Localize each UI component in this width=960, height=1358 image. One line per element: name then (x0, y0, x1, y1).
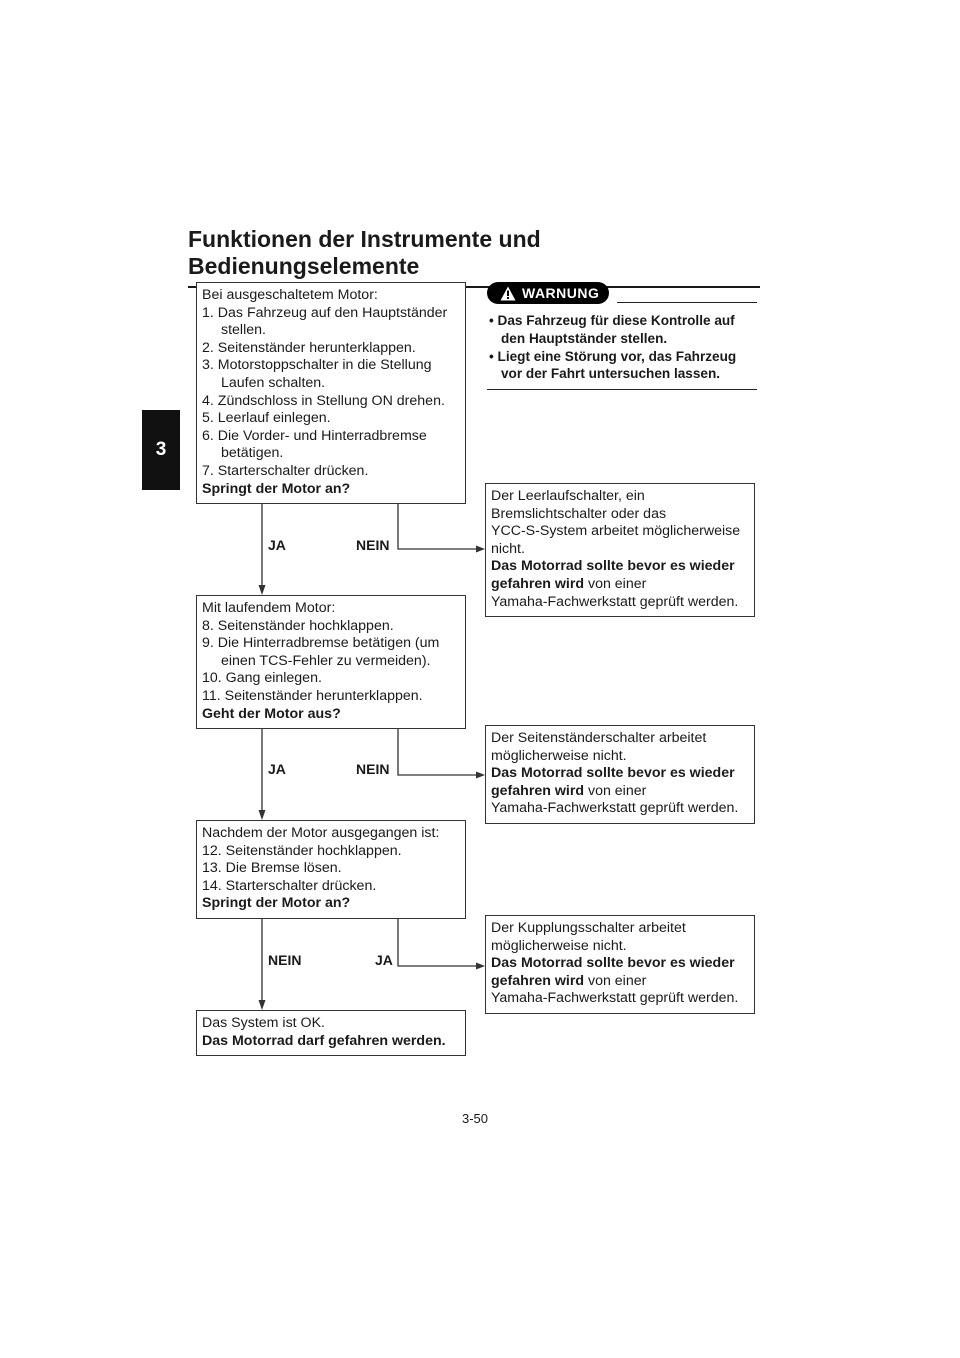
result-text: nicht. (491, 540, 525, 557)
result-bold: gefahren wird (491, 782, 585, 799)
step-text: 9. Die Hinterradbremse betätigen (um (202, 635, 440, 652)
step-text: 14. Starterschalter drücken. (202, 877, 377, 894)
connector-line (398, 729, 478, 775)
connector-line (398, 919, 478, 966)
warning-label: WARNUNG (522, 285, 600, 301)
result-text: Yamaha-Fachwerkstatt geprüft werden. (491, 593, 739, 610)
warning-item: • Liegt eine Störung vor, das Fahrzeug vor der Fahrt untersuchen lassen. (489, 348, 737, 382)
branch-yes-label: JA (268, 761, 286, 777)
step-text: betätigen. (221, 445, 284, 462)
page-number: 3-50 (462, 1111, 489, 1126)
connector-line (398, 504, 478, 549)
step-text: 3. Motorstoppschalter in die Stellung (202, 357, 432, 374)
result-bold: gefahren wird (491, 575, 585, 592)
step-text: 8. Seitenständer hochklappen. (202, 617, 394, 634)
chapter-tab: 3 (142, 410, 180, 490)
result-text: von einer (584, 575, 647, 592)
step-text: Nachdem der Motor ausgegangen ist: (202, 825, 440, 841)
result-bold: gefahren wird (491, 972, 585, 989)
warning-item: • Das Fahrzeug für diese Kontrolle auf den Hauptständer stellen. (489, 313, 735, 346)
arrowhead (259, 1000, 266, 1010)
branch-yes-label: JA (375, 952, 393, 968)
step-text: 12. Seitenständer hochklappen. (202, 842, 402, 859)
arrowhead (476, 963, 485, 970)
step-text: 2. Seitenständer herunterklappen. (202, 339, 416, 356)
page-title: Funktionen der Instrumente und Bedienungselemente (188, 226, 760, 288)
step-text: einen TCS-Fehler zu vermeiden). (221, 652, 431, 669)
step-text: Mit laufendem Motor: (202, 600, 336, 616)
arrowhead (476, 546, 485, 553)
result-text: Yamaha-Fachwerkstatt geprüft werden. (491, 800, 739, 817)
result-text: Der Seitenständerschalter arbeitet (491, 730, 707, 746)
branch-no-label: NEIN (268, 952, 302, 968)
result-bold: Das Motorrad sollte bevor es wieder (491, 765, 735, 782)
result-text: YCC-S-System arbeitet möglicherweise (491, 523, 741, 540)
result-text: von einer (584, 782, 647, 799)
arrowhead (476, 772, 485, 779)
result-text: möglicherweise nicht. (491, 747, 627, 764)
step-text: 5. Leerlauf einlegen. (202, 410, 331, 427)
arrowhead (259, 810, 266, 820)
step-text: 10. Gang einlegen. (202, 670, 322, 687)
step-text: 7. Starterschalter drücken. (202, 462, 369, 479)
result-text: möglicherweise nicht. (491, 937, 627, 954)
step-text: 1. Das Fahrzeug auf den Hauptständer (202, 304, 448, 321)
step-text: 6. Die Vorder- und Hinterradbremse (202, 427, 427, 444)
step-text: 4. Zündschloss in Stellung ON drehen. (202, 392, 445, 409)
step-text: 13. Die Bremse lösen. (202, 860, 342, 877)
branch-no-label: NEIN (356, 537, 390, 553)
result-text: Der Leerlaufschalter, ein (491, 488, 645, 504)
branch-yes-label: JA (268, 537, 286, 553)
step-text: Laufen schalten. (221, 374, 326, 391)
step-text: 11. Seitenständer herunterklappen. (202, 687, 423, 704)
final-bold: Das Motorrad darf gefahren werden. (202, 1032, 446, 1049)
result-text: Der Kupplungsschalter arbeitet (491, 920, 686, 936)
step-question: Geht der Motor aus? (202, 705, 341, 722)
step-text: Bei ausgeschaltetem Motor: (202, 287, 378, 303)
step-question: Springt der Motor an? (202, 895, 351, 912)
result-text: Yamaha-Fachwerkstatt geprüft werden. (491, 990, 739, 1007)
step-question: Springt der Motor an? (202, 480, 351, 497)
result-bold: Das Motorrad sollte bevor es wieder (491, 955, 735, 972)
arrowhead (259, 585, 266, 595)
step-text: stellen. (221, 322, 266, 339)
result-text: von einer (584, 972, 647, 989)
result-bold: Das Motorrad sollte bevor es wieder (491, 558, 735, 575)
result-text: Bremslichtschalter oder das (491, 505, 667, 522)
branch-no-label: NEIN (356, 761, 390, 777)
final-text: Das System ist OK. (202, 1015, 325, 1031)
